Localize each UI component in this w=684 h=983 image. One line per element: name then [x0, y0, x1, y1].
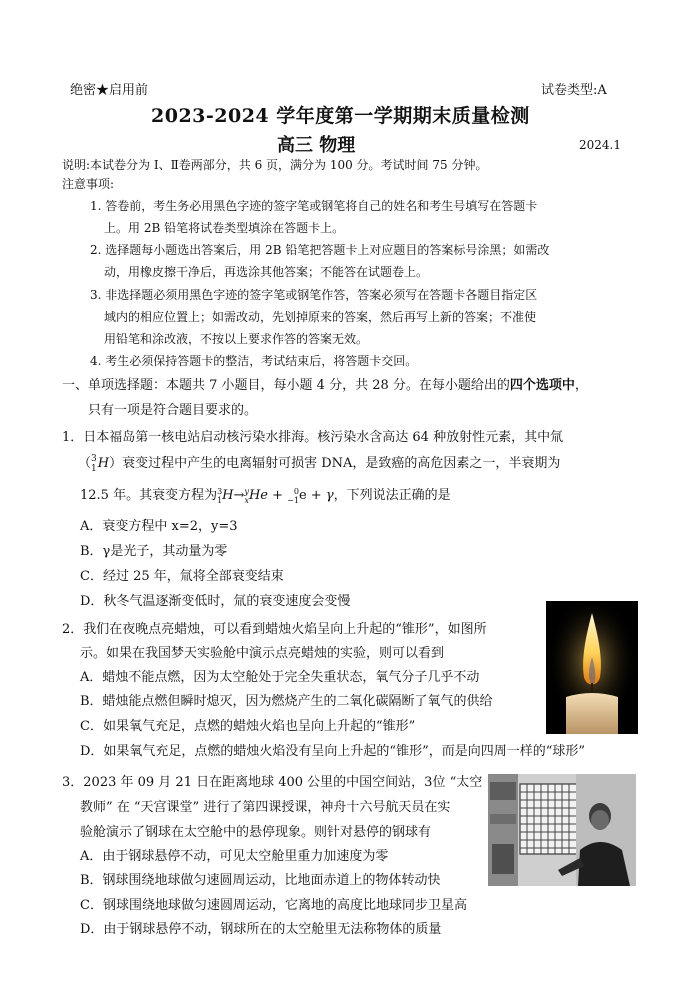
- nuclide-charge: 1: [91, 463, 97, 474]
- eq-gamma: γ: [325, 488, 334, 503]
- q1-stem: 1．日本福岛第一核电站启动核污染水排海。核污染水含高达 64 种放射性元素，其中氚: [62, 430, 564, 445]
- section-heading-text: 一、单项选择题：本题共 7 小题目，每小题 4 分，共 28 分。在每小题给出的: [62, 378, 510, 393]
- eq-h-charge: 1: [217, 495, 223, 505]
- eq-e-charge: −1: [287, 495, 299, 505]
- tritium-symbol: H: [97, 456, 110, 471]
- eq-he: He: [248, 488, 268, 503]
- q3-stem-line2: 教师” 在 “天宫课堂” 进行了第四课授课，神舟十六号航天员在实: [80, 800, 451, 815]
- notice-item: 1. 答卷前，考生务必用黑色字迹的签字笔或钢笔将自己的姓名和考生号填写在答题卡: [90, 199, 538, 213]
- q3-stem: 3．2023 年 09 月 21 日在距离地球 400 公里的中国空间站，3位 “太空: [62, 775, 483, 790]
- notice-item: 用铅笔和涂改液，不按以上要求作答的答案无效。: [104, 332, 369, 346]
- section-heading-line2: 只有一项是符合题目要求的。: [88, 403, 258, 418]
- q2-option-b: B．蜡烛能点燃但瞬时熄灭，因为燃烧产生的二氧化碳隔断了氧气的供给: [80, 694, 493, 709]
- q1-option-d: D．秋冬气温逐渐变低时，氚的衰变速度会变慢: [80, 594, 351, 609]
- notice-item: 上。用 2B 铅笔将试卷类型填涂在答题卡上。: [104, 221, 345, 235]
- q2-option-d: D．如果氧气充足，点燃的蜡烛火焰没有呈向上升起的“锥形”，而是向四周一样的“球形”: [80, 744, 586, 759]
- notice-item: 2. 选择题每小题选出答案后，用 2B 铅笔把答题卡上对应题目的答案标号涂黑；如需改: [90, 243, 550, 257]
- q1-option-a: A．衰变方程中 x=2，y=3: [80, 519, 238, 534]
- paper-type-label: 试卷类型:A: [541, 83, 607, 98]
- notice-item: 动，用橡皮擦干净后，再选涂其他答案；不能答在试题卷上。: [104, 265, 429, 279]
- q1-equation-intro: 12.5 年。其衰变方程为: [80, 488, 218, 503]
- q1-option-b: B．γ是光子，其动量为零: [80, 544, 228, 559]
- section-heading-emphasis: 四个选项中: [509, 378, 575, 393]
- eq-h: H: [222, 488, 234, 503]
- q2-stem-line2: 示。如果在我国梦天实验舱中演示点亮蜡烛的实验，则可以看到: [80, 646, 445, 661]
- q1-equation-line: [80, 483, 451, 508]
- q3-option-b: B．钢球围绕地球做匀速圆周运动，比地面赤道上的物体转动快: [80, 873, 441, 888]
- candle-flame-icon: [546, 601, 638, 734]
- q3-option-a: A．由于钢球悬停不动，可见太空舱里重力加速度为零: [80, 849, 389, 864]
- eq-arrow: →: [233, 488, 245, 503]
- q2-option-c: C．如果氧气充足，点燃的蜡烛火焰也呈向上升起的“锥形”: [80, 719, 416, 734]
- confidential-label: 绝密★启用前: [70, 83, 149, 98]
- eq-e-mass: 0: [293, 486, 299, 496]
- eq-plus: +: [267, 488, 288, 503]
- q1-equation-tail: ，下列说法正确的是: [333, 488, 451, 503]
- q1-option-c: C．经过 25 年，氚将全部衰变结束: [80, 569, 284, 584]
- astronaut-photo: [488, 774, 636, 886]
- q2-stem: 2．我们在夜晚点亮蜡烛，可以看到蜡烛火焰呈向上升起的“锥形”，如图所: [62, 622, 487, 637]
- eq-he-mass: y: [244, 486, 249, 496]
- exam-description: 说明:本试卷分为 Ⅰ、Ⅱ卷两部分，共 6 页，满分为 100 分。考试时间 75 分钟。: [62, 158, 488, 172]
- exam-date: 2024.1: [579, 138, 621, 152]
- q2-option-a: A．蜡烛不能点燃，因为太空舱处于完全失重状态，氧气分子几乎不动: [80, 670, 480, 685]
- section-heading: [62, 373, 588, 398]
- notice-heading: 注意事项:: [62, 177, 115, 191]
- page-title: 2023-2024 学年度第一学期期末质量检测: [151, 105, 530, 127]
- section-heading-punct: ，: [574, 378, 588, 393]
- q1-paren: （: [78, 456, 92, 471]
- eq-e: e: [298, 488, 307, 503]
- nuclide-mass: 3: [91, 453, 97, 464]
- notice-item: 域内的相应位置上；如需改动，先划掉原来的答案，然后再写上新的答案；不准使: [104, 310, 537, 324]
- notice-item: 4. 考生必须保持答题卡的整洁，考试结束后，将答题卡交回。: [90, 354, 418, 368]
- eq-he-charge: x: [244, 495, 249, 505]
- q1-stem-text: ）衰变过程中产生的电离辐射可损害 DNA，是致癌的高危因素之一，半衰期为: [109, 456, 561, 471]
- candle-photo: [546, 601, 638, 734]
- q3-stem-line3: 验舱演示了钢球在太空舱中的悬停现象。则针对悬停的钢球有: [80, 825, 432, 840]
- q1-stem-line2: [78, 451, 560, 476]
- space-station-icon: [488, 774, 636, 886]
- eq-plus2: +: [306, 488, 326, 503]
- eq-h-mass: 3: [217, 486, 223, 496]
- notice-item: 3. 非选择题必须用黑色字迹的签字笔或钢笔作答，答案必须写在答题卡各题目指定区: [90, 288, 538, 302]
- q3-option-c: C．钢球围绕地球做匀速圆周运动，它离地的高度比地球同步卫星高: [80, 898, 467, 913]
- page-subtitle: 高三 物理: [277, 135, 356, 156]
- q3-option-d: D．由于钢球悬停不动，钢球所在的太空舱里无法称物体的质量: [80, 922, 442, 937]
